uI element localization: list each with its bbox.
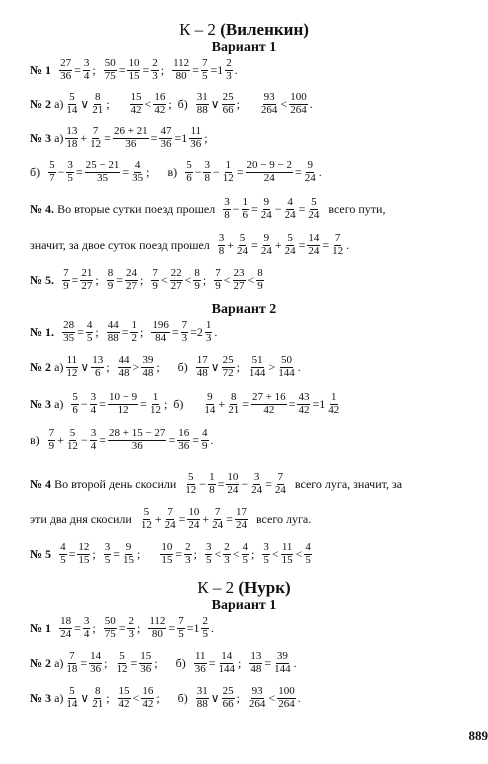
item-label: а) — [54, 359, 64, 374]
item-label: б) — [173, 396, 184, 411]
task-4-cont: эти два дня скосили $\frac{5}{12}$ + $\frac{7}{24}$ = $\frac{10}{24}$ + $\frac{7}{24}$ = $\frac{17}{24}$ всего луга. — [30, 506, 312, 531]
item-label: а) — [54, 130, 64, 145]
item-label: а) — [54, 690, 64, 705]
task-text: всего луга, значит, за — [294, 476, 403, 491]
task-2: № 2 а) $\frac{11}{12}$ ∨ $\frac{13}{6}$ ; $\frac{44}{48}$ > $\frac{39}{48}$ ; б) $\frac{17}{48}$ ∨ $\frac{25}{72}$ ; $\frac{51}{144}$ > $\frac{50}{144}$ . — [30, 354, 301, 379]
task-label: № 2 — [30, 655, 52, 670]
task-text: эти два дня скосили — [30, 511, 132, 526]
task-4: № 4 Во второй день скосили $\frac{5}{12}$ − $\frac{1}{8}$ = $\frac{10}{24}$ − $\frac{3}{24}$ = $\frac{7}{24}$ всего луга, значит, за — [30, 471, 403, 496]
task-label: № 3 — [30, 396, 52, 411]
task-label: № 1 — [30, 62, 52, 77]
task-3-b: б) $\frac{5}{7}$ − $\frac{3}{5}$ = $\frac{25 - 21}{35}$ = $\frac{4}{35}$ ; в) $\frac{5}{6}$ − $\frac{3}{8}$ − $\frac{1}{12}$ = $\frac{20 - 9 - 2}{24}$ = $\frac{9}{24}$ . — [30, 159, 322, 184]
item-label: а) — [54, 655, 64, 670]
task-text: всего луга. — [255, 511, 312, 526]
task-1: № 1. $\frac{28}{35}$ = $\frac{4}{5}$ ; $\frac{44}{88}$ = $\frac{1}{2}$ ; $\frac{196}{84}$ = $\frac{7}{3}$ =2 $\frac{1}{3}$ . — [30, 319, 218, 344]
task-label: № 5. — [30, 272, 55, 287]
task-3: № 3 а) $\frac{5}{6}$ − $\frac{3}{4}$ = $\frac{10 - 9}{12}$ = $\frac{1}{12}$ ; б) $\frac{9}{14}$ + $\frac{8}{21}$ = $\frac{27 + 16}{42}$ = $\frac{43}{42}$ =1 $\frac{1}{42}$ — [30, 391, 340, 416]
task-text: всего пути, — [328, 201, 386, 216]
task-label: № 4 — [30, 476, 52, 491]
item-label: б) — [177, 359, 188, 374]
task-label: № 5 — [30, 546, 52, 561]
task-2: № 2 а) $\frac{7}{18}$ = $\frac{14}{36}$ ; $\frac{5}{12}$ = $\frac{15}{36}$ ; б) $\frac{11}{36}$ = $\frac{14}{144}$ ; $\frac{13}{48}$ = $\frac{39}{144}$ . — [30, 650, 297, 675]
item-label: в) — [30, 432, 40, 447]
task-2: № 2 а) $\frac{5}{14}$ ∨ $\frac{8}{21}$ ; $\frac{15}{42}$ < $\frac{16}{42}$ ; б) $\frac{31}{88}$ ∨ $\frac{25}{66}$ ; $\frac{93}{264}$ < $\frac{100}{264}$ . — [30, 91, 313, 116]
item-label: б) — [177, 96, 188, 111]
task-text: Во вторые сутки поезд прошел — [57, 201, 216, 216]
item-label: а) — [54, 396, 64, 411]
variant-heading: Вариант 1 — [211, 40, 277, 55]
title-text: К – 2 — [197, 578, 239, 597]
section-title-vilenkin — [0, 20, 488, 40]
task-5: № 5. $\frac{7}{9}$ = $\frac{21}{27}$ ; $\frac{8}{9}$ = $\frac{24}{27}$ ; $\frac{7}{9}$ < $\frac{22}{27}$ < $\frac{8}{9}$ ; $\frac{7}{9}$ < $\frac{23}{27}$ < $\frac{8}{9}$ — [30, 267, 263, 292]
task-3: № 3 а) $\frac{13}{18}$ + $\frac{7}{12}$ = $\frac{26 + 21}{36}$ = $\frac{47}{36}$ =1 $\frac{11}{36}$ ; — [30, 125, 208, 150]
task-1: № 1 $\frac{18}{24}$ = $\frac{3}{4}$ ; $\frac{50}{75}$ = $\frac{2}{3}$ ; $\frac{112}{80}$ = $\frac{7}{5}$ =1 $\frac{2}{5}$ . — [30, 615, 214, 640]
item-label: б) — [177, 690, 188, 705]
task-label: № 2 — [30, 96, 52, 111]
title-author: (Виленкин) — [220, 20, 309, 39]
variant-heading: Вариант 1 — [211, 598, 277, 613]
title-text: К – 2 — [179, 20, 221, 39]
task-label: № 3 — [30, 130, 52, 145]
task-label: № 1 — [30, 620, 52, 635]
item-label: а) — [54, 96, 64, 111]
task-label: № 2 — [30, 359, 52, 374]
task-label: № 1. — [30, 324, 55, 339]
section-title-nurk — [0, 578, 488, 598]
task-3: № 3 а) $\frac{5}{14}$ ∨ $\frac{8}{21}$ ; $\frac{15}{42}$ < $\frac{16}{42}$ ; б) $\frac{31}{88}$ ∨ $\frac{25}{66}$ ; $\frac{93}{264}$ < $\frac{100}{264}$ . — [30, 685, 301, 710]
item-label: б) — [175, 655, 186, 670]
task-4: № 4. Во вторые сутки поезд прошел $\frac{3}{8}$ − $\frac{1}{6}$ = $\frac{9}{24}$ − $\frac{4}{24}$ = $\frac{5}{24}$ всего пути, — [30, 196, 386, 221]
task-text: значит, за двое суток поезд прошел — [30, 237, 210, 252]
page-number: 889 — [468, 728, 488, 743]
variant-heading: Вариант 2 — [211, 302, 277, 317]
task-text: Во второй день скосили — [54, 476, 177, 491]
task-1: № 1 $\frac{27}{36}$ = $\frac{3}{4}$ ; $\frac{50}{75}$ = $\frac{10}{15}$ = $\frac{2}{3}$ ; $\frac{112}{80}$ = $\frac{7}{5}$ =1 $\frac{2}{3}$ . — [30, 57, 238, 82]
title-author: (Нурк) — [238, 578, 291, 597]
item-label: в) — [167, 164, 178, 179]
task-4-cont: значит, за двое суток поезд прошел $\frac{3}{8}$ + $\frac{5}{24}$ = $\frac{9}{24}$ + $\frac{5}{24}$ = $\frac{14}{24}$ = $\frac{7}{12}$ . — [30, 232, 350, 257]
task-label: № 3 — [30, 690, 52, 705]
task-label: № 4. — [30, 201, 55, 216]
item-label: б) — [30, 164, 41, 179]
task-5: № 5 $\frac{4}{5}$ = $\frac{12}{15}$ ; $\frac{3}{5}$ = $\frac{9}{15}$ ; $\frac{10}{15}$ = $\frac{2}{3}$ ; $\frac{3}{5}$ < $\frac{2}{3}$ < $\frac{4}{5}$ ; $\frac{3}{5}$ < $\frac{11}{15}$ < $\frac{4}{5}$ — [30, 541, 311, 566]
task-3-v: в) $\frac{7}{9}$ + $\frac{5}{12}$ − $\frac{3}{4}$ = $\frac{28 + 15 - 27}{36}$ = $\frac{16}{36}$ = $\frac{4}{9}$ . — [30, 427, 214, 452]
